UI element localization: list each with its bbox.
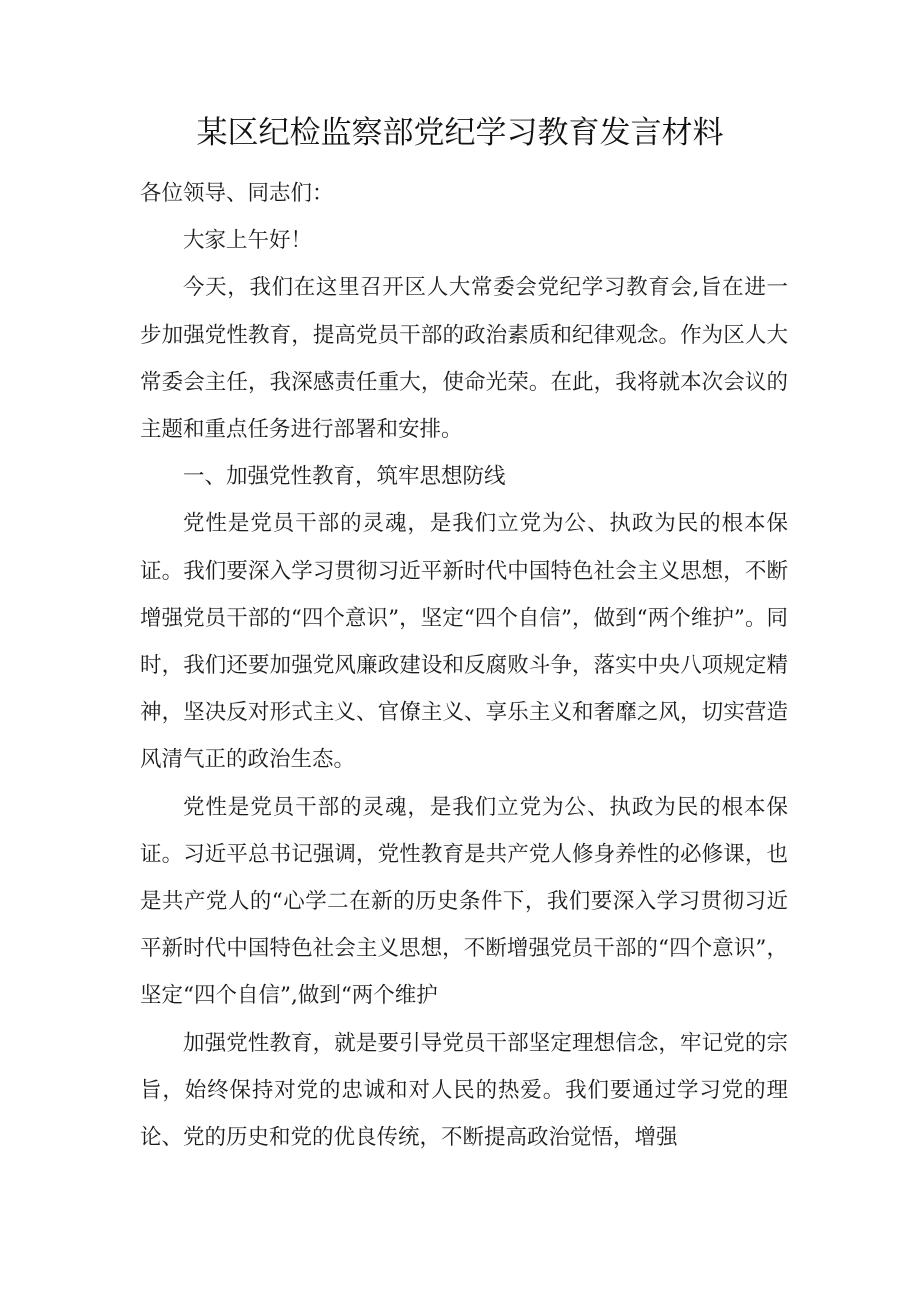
document-body (140, 170, 788, 1161)
paragraph-party-education: 加强党性教育，就是要引导党员干部坚定理想信念，牢记党的宗旨，始终保持对党的忠诚和对人民的热爱。我们要通过学习党的理论、党的历史和党的优良传统，不断提高政治觉悟，增强 (140, 1030, 788, 1151)
salutation: 各位领导、同志们： (140, 181, 334, 206)
document-title: 某区纪检监察部党纪学习教育发言材料 (196, 115, 724, 151)
paragraph-party-spirit-1: 党性是党员干部的灵魂，是我们立党为公、执政为民的根本保证。我们要深入学习贯彻习近平新时代中国特色社会主义思想，不断增强党员干部的“四个意识”，坚定“四个自信”，做到“两个维护”。同时，我们还要加强党风廉政建设和反腐败斗争，落实中央八项规定精神，坚决反对形式主义、官僚主义、享乐主义和奢靡之风，切实营造风清气正的政治生态。 (140, 511, 788, 773)
section-heading-1: 一、加强党性教育，筑牢思想防线 (183, 464, 506, 490)
paragraph-intro: 今天，我们在这里召开区人大常委会党纪学习教育会,旨在进一步加强党性教育，提高党员干部的政治素质和纪律观念。作为区人大常委会主任，我深感责任重大，使命光荣。在此，我将就本次会议的主题和重点任务进行部署和安排。 (140, 275, 788, 443)
greeting: 大家上午好！ (183, 228, 313, 254)
paragraph-party-spirit-2: 党性是党员干部的灵魂，是我们立党为公、执政为民的根本保证。习近平总书记强调，党性教育是共产党人修身养性的必修课，也是共产党人的“心学二在新的历史条件下，我们要深入学习贯彻习近平新时代中国特色社会主义思想，不断增强党员干部的“四个意识”，坚定“四个自信”,做到“两个维护 (140, 794, 788, 1009)
